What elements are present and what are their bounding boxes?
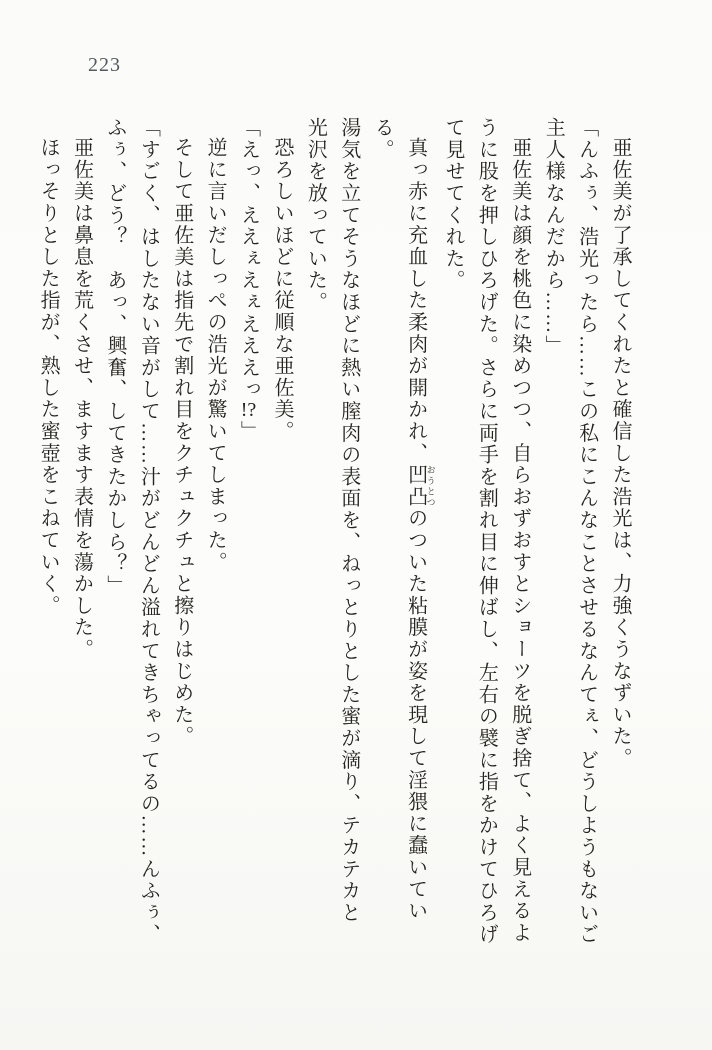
text-line: 「すごく、はしたない音がして……汁がどんどん溢れてきちゃってるの……んふぅ、	[137, 117, 160, 946]
text-line: 亜佐美は鼻息を荒くさせ、ますます表情を蕩かした。	[70, 137, 93, 661]
text-line: 光沢を放っていた。	[304, 117, 327, 314]
text-line: 湯気を立てそうなほどに熱い膣肉の表面を、ねっとりとした蜜が滴り、テカテカと	[337, 117, 360, 924]
text-line: うに股を押しひろげた。さらに両手を割れ目に伸ばし、左右の襞に指をかけてひろげ	[475, 117, 498, 946]
text-line: 亜佐美は顔を桃色に染めつつ、自らおずおすとショーツを脱ぎ捨て、よく見えるよ	[508, 137, 531, 944]
text-line: 逆に言いだしっぺの浩光が驚いてしまった。	[204, 137, 227, 573]
text-line: ふぅ、どう？ あっ、興奮、してきたかしら？」	[103, 117, 126, 597]
text-line: 恐ろしいほどに従順な亜佐美。	[270, 137, 293, 443]
page-number: 223	[88, 54, 121, 76]
text-line: て見せてくれた。	[441, 117, 464, 292]
text-line: そして亜佐美は指先で割れ目をクチュクチュと擦りはじめた。	[170, 137, 193, 748]
text-line: 真っ赤に充血した柔肉が開かれ、凹凸 おうとつのついた粘膜が姿を現して淫猥に蠢いている。	[371, 117, 436, 922]
text-line: 「んふぅ、浩光ったら……この私にこんなことさせるなんてぇ、どうしようもないご	[575, 117, 598, 946]
page-text	[31, 117, 636, 955]
text-line: 主人様なんだから……」	[542, 117, 565, 357]
text-line: 「えっ、ええぇえぇえええっ!?」	[237, 117, 260, 443]
text-line: 亜佐美が了承してくれたと確信した浩光は、力強くうなずいた。	[609, 137, 631, 770]
text-line: ほっそりとした指が、熟した蜜壺をこねていく。	[37, 137, 60, 617]
